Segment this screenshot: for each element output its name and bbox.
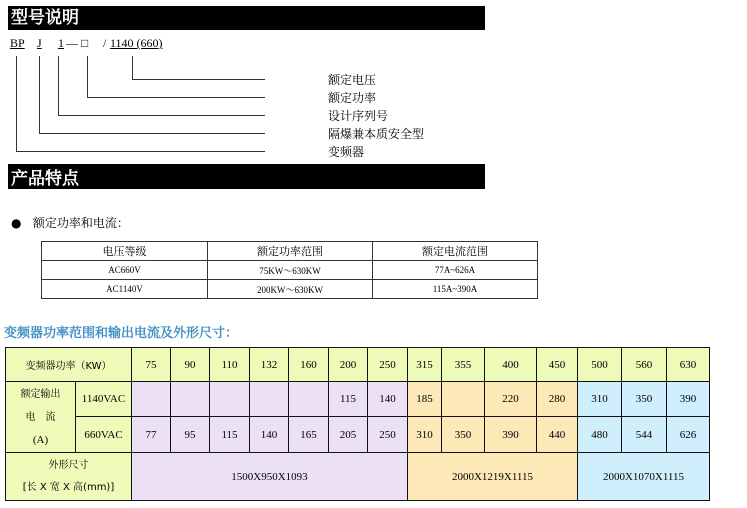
current-cell bbox=[250, 382, 289, 417]
cell: AC1140V bbox=[42, 280, 208, 299]
section-title-features: 产品特点 bbox=[8, 164, 485, 189]
current-cell: 95 bbox=[171, 417, 210, 453]
current-cell: 310 bbox=[408, 417, 442, 453]
current-cell: 350 bbox=[622, 382, 667, 417]
current-label bbox=[6, 382, 76, 453]
model-box: □ bbox=[81, 36, 89, 50]
power-cell: 400 bbox=[485, 348, 537, 382]
size-label-1: 外形尺寸 bbox=[48, 459, 89, 471]
legend-label: 设计序列号 bbox=[328, 109, 389, 123]
size-label bbox=[6, 453, 132, 501]
spec-table bbox=[5, 347, 710, 501]
power-cell: 160 bbox=[289, 348, 329, 382]
current-cell: 115 bbox=[329, 382, 368, 417]
cell: AC660V bbox=[42, 261, 208, 280]
model-n: 1 bbox=[58, 36, 64, 50]
current-cell bbox=[442, 382, 485, 417]
power-cell: 560 bbox=[622, 348, 667, 382]
current-cell: 77 bbox=[132, 417, 171, 453]
header-cell: 额定功率范围 bbox=[208, 242, 373, 261]
current-cell: 185 bbox=[408, 382, 442, 417]
leader-line bbox=[39, 56, 40, 133]
size-cell: 1500X950X1093 bbox=[132, 453, 408, 501]
header-cell: 额定电流范围 bbox=[373, 242, 538, 261]
current-label-2: 电 流 bbox=[25, 411, 56, 423]
cell: 77A~626A bbox=[373, 261, 538, 280]
power-label: 变频器功率（KW） bbox=[6, 348, 132, 382]
model-voltage: 1140 (660) bbox=[110, 36, 163, 50]
leader-line bbox=[87, 97, 265, 98]
current-cell: 140 bbox=[250, 417, 289, 453]
current-cell: 390 bbox=[667, 382, 710, 417]
section-title-model: 型号说明 bbox=[8, 6, 485, 30]
model-j: J bbox=[37, 36, 42, 50]
leader-line bbox=[16, 151, 265, 152]
power-cell: 500 bbox=[578, 348, 622, 382]
bullet-text: 额定功率和电流： bbox=[32, 216, 129, 230]
bullet-item: ● 额定功率和电流： bbox=[11, 216, 129, 230]
power-cell: 250 bbox=[368, 348, 408, 382]
current-cell: 350 bbox=[442, 417, 485, 453]
cell: 115A~390A bbox=[373, 280, 538, 299]
voltage-1140: 1140VAC bbox=[76, 382, 132, 417]
leader-line bbox=[58, 115, 265, 116]
spec-title: 变频器功率范围和输出电流及外形尺寸： bbox=[4, 326, 239, 341]
current-cell: 390 bbox=[485, 417, 537, 453]
current-cell: 480 bbox=[578, 417, 622, 453]
current-cell: 544 bbox=[622, 417, 667, 453]
leader-line bbox=[58, 56, 59, 115]
power-cell: 315 bbox=[408, 348, 442, 382]
leader-line bbox=[16, 56, 17, 151]
current-cell: 205 bbox=[329, 417, 368, 453]
current-cell: 626 bbox=[667, 417, 710, 453]
current-cell bbox=[171, 382, 210, 417]
legend-label: 额定功率 bbox=[328, 91, 377, 105]
cell: 75KW～630KW bbox=[208, 261, 373, 280]
current-label-3: (A) bbox=[32, 433, 49, 446]
power-cell: 75 bbox=[132, 348, 171, 382]
model-dash: — bbox=[66, 36, 78, 50]
current-cell: 140 bbox=[368, 382, 408, 417]
legend-label: 隔爆兼本质安全型 bbox=[328, 127, 425, 141]
model-bp: BP bbox=[10, 36, 25, 50]
size-cell: 2000X1070X1115 bbox=[578, 453, 710, 501]
power-cell: 132 bbox=[250, 348, 289, 382]
leader-line bbox=[132, 79, 265, 80]
size-label-2: [长 X 宽 X 高(mm)] bbox=[22, 481, 115, 493]
size-cell: 2000X1219X1115 bbox=[408, 453, 578, 501]
current-cell: 115 bbox=[210, 417, 250, 453]
header-cell: 电压等级 bbox=[42, 242, 208, 261]
current-cell: 250 bbox=[368, 417, 408, 453]
current-cell: 220 bbox=[485, 382, 537, 417]
current-cell bbox=[210, 382, 250, 417]
leader-line bbox=[39, 133, 265, 134]
leader-line bbox=[132, 56, 133, 79]
power-cell: 450 bbox=[537, 348, 578, 382]
current-cell bbox=[132, 382, 171, 417]
current-cell: 310 bbox=[578, 382, 622, 417]
legend-label: 变频器 bbox=[328, 145, 365, 159]
power-cell: 355 bbox=[442, 348, 485, 382]
power-cell: 110 bbox=[210, 348, 250, 382]
power-cell: 630 bbox=[667, 348, 710, 382]
table-row bbox=[42, 280, 538, 299]
leader-line bbox=[87, 56, 88, 97]
cell: 200KW～630KW bbox=[208, 280, 373, 299]
power-cell: 200 bbox=[329, 348, 368, 382]
legend-label: 额定电压 bbox=[328, 73, 377, 87]
table-row bbox=[42, 261, 538, 280]
rating-table bbox=[41, 241, 538, 299]
current-cell: 165 bbox=[289, 417, 329, 453]
power-cell: 90 bbox=[171, 348, 210, 382]
voltage-660: 660VAC bbox=[76, 417, 132, 453]
current-cell: 280 bbox=[537, 382, 578, 417]
current-cell: 440 bbox=[537, 417, 578, 453]
current-label-1: 额定输出 bbox=[20, 388, 61, 400]
model-slash: / bbox=[103, 36, 107, 50]
current-cell bbox=[289, 382, 329, 417]
